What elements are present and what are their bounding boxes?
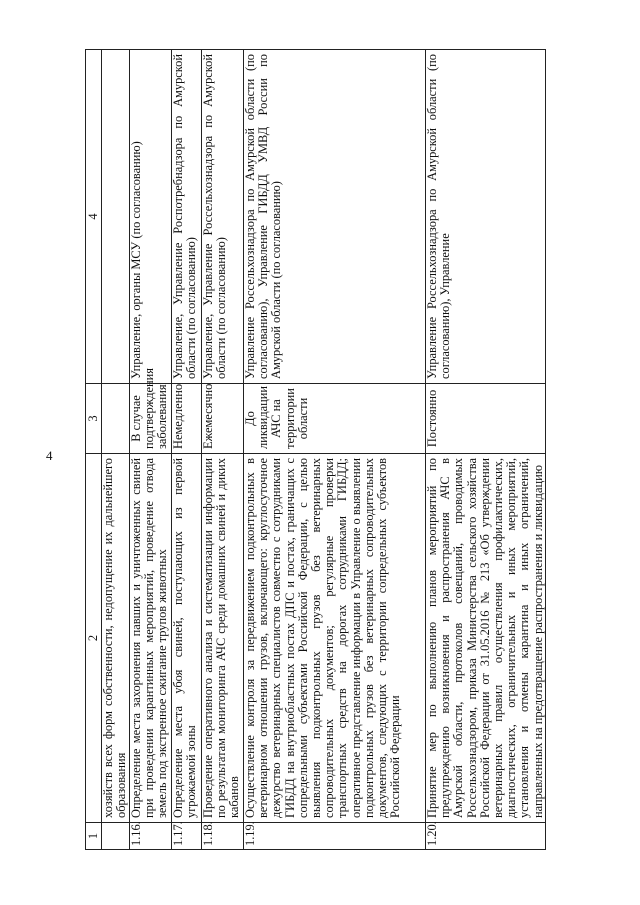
header-col-3: 3 xyxy=(86,384,102,454)
row-term: До ликвидации АЧС на территории области xyxy=(244,384,426,454)
row-responsible: Управление Россельхознадзора по Амурской области (по согласованию), Управление ГИБДД УМВД России по Амурской области (по согласованию) xyxy=(244,50,426,384)
table-row xyxy=(202,50,244,850)
row-number: 1.20. xyxy=(426,823,546,850)
continuation-term xyxy=(102,384,130,454)
row-action: Определение места убоя свиней, поступающих из первой угрожаемой зоны xyxy=(172,454,202,823)
row-term: В случае подтверждения заболевания xyxy=(130,384,172,454)
table-row xyxy=(244,50,426,850)
row-number: 1.19. xyxy=(244,823,426,850)
table-row xyxy=(426,50,546,850)
plan-table xyxy=(85,49,546,850)
row-number: 1.16. xyxy=(130,823,172,850)
continuation-responsible xyxy=(102,50,130,384)
header-col-2: 2 xyxy=(86,454,102,823)
row-term: Немедленно xyxy=(172,384,202,454)
continuation-text: хозяйств всех форм собственности, недопущение их дальнейшего образования xyxy=(102,454,130,823)
row-responsible: Управление, Управление Россельхознадзора по Амурской области (по согласованию) xyxy=(202,50,244,384)
rotated-page xyxy=(85,50,640,850)
table-header-row xyxy=(86,50,102,850)
row-responsible: Управление, Управление Роспотребнадзора по Амурской области (по согласованию) xyxy=(172,50,202,384)
table-row xyxy=(130,50,172,850)
header-col-4: 4 xyxy=(86,50,102,384)
row-responsible: Управление Россельхознадзора по Амурской области (по согласованию), Управление xyxy=(426,50,546,384)
row-number: 1.18. xyxy=(202,823,244,850)
header-col-1: 1 xyxy=(86,823,102,850)
continuation-row xyxy=(102,50,130,850)
row-action: Проведение оперативного анализа и систематизации информации по результатам мониторинга АЧС среди домашних свиней и диких кабанов xyxy=(202,454,244,823)
row-action: Определение места захоронения павших и уничтоженных свиней при проведении карантинных мероприятий, проведение отвода земель под экстренное сжигание трупов животных xyxy=(130,454,172,823)
continuation-num xyxy=(102,823,130,850)
table-row xyxy=(172,50,202,850)
row-action: Осуществление контроля за передвижением подконтрольных в ветеринарном отношении грузов, включающего: круглосуточное дежурство ветеринарных специалистов совместно с сотрудниками ГИБДД на внутриобластных постах ДПС и постах, граничащих с сопредельными субъектами Российской Федерации, с целью выявления подконтрольных грузов без ветеринарных сопроводительных документов; регулярные проверки транспортных средств на дорогах сотрудниками ГИБДД; оперативное представление информации в Управление о выявлении подконтрольных грузов без ветеринарных сопроводительных документов, следующих с территории сопредельных субъектов Российской Федерации xyxy=(244,454,426,823)
page-number: 4 xyxy=(46,448,53,463)
row-action: Принятие мер по выполнению планов мероприятий по предупреждению возникновения и распространения АЧС в Амурской области, протоколов совещаний, проводимых Россельхознадзором, приказа Министерства сельского хозяйства Российской Федерации от 31.05.2016 № 213 «Об утверждении ветеринарных правил осуществления профилактических, диагностических, ограничительных и иных мероприятий, установления и отмены карантина и иных ограничений, направленных на предотвращение распространения и ликвидацию xyxy=(426,454,546,823)
row-number: 1.17. xyxy=(172,823,202,850)
row-term: Постоянно xyxy=(426,384,546,454)
row-responsible: Управление, органы МСУ (по согласованию) xyxy=(130,50,172,384)
row-term: Ежемесячно xyxy=(202,384,244,454)
